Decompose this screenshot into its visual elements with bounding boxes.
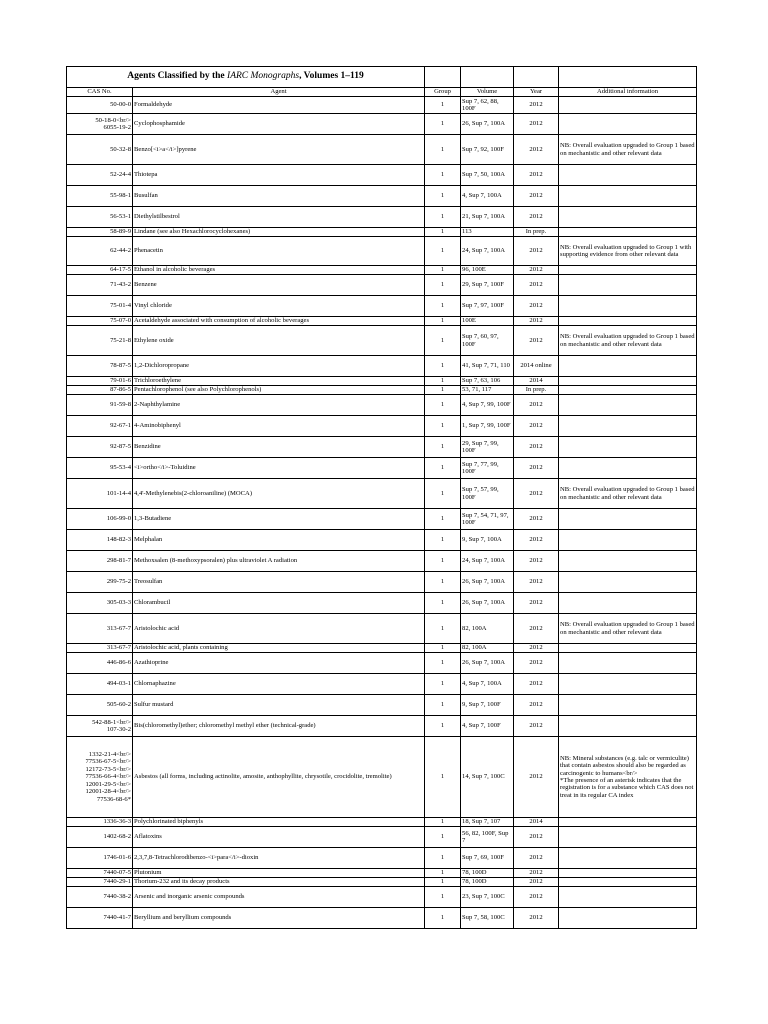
agent-cell: Pentachlorophenol (see also Polychlorophenols): [133, 386, 425, 395]
table-row: [67, 296, 697, 317]
volume-cell: 9, Sup 7, 100F: [461, 695, 514, 716]
group-cell: 1: [425, 437, 461, 458]
year-cell: 2012: [514, 186, 559, 207]
agents-table: [66, 66, 697, 929]
table-row: [67, 135, 697, 165]
cas-cell: 91-59-8: [67, 395, 133, 416]
volume-cell: 82, 100A: [461, 614, 514, 644]
cas-cell: 7440-29-1: [67, 878, 133, 887]
agent-cell: Melphalan: [133, 530, 425, 551]
group-cell: 1: [425, 317, 461, 326]
agent-cell: Aflatoxins: [133, 827, 425, 848]
document-page: [66, 66, 696, 929]
volume-cell: Sup 7, 54, 71, 97, 100F: [461, 509, 514, 530]
agent-cell: Bis(chloromethyl)ether; chloromethyl methyl ether (technical-grade): [133, 716, 425, 737]
volume-cell: 23, Sup 7, 100C: [461, 887, 514, 908]
group-cell: 1: [425, 614, 461, 644]
group-cell: 1: [425, 818, 461, 827]
cas-cell: 148-82-3: [67, 530, 133, 551]
year-cell: 2012: [514, 458, 559, 479]
cas-cell: 7440-41-7: [67, 908, 133, 929]
volume-cell: 82, 100A: [461, 644, 514, 653]
group-cell: 1: [425, 827, 461, 848]
info-cell: [559, 228, 697, 237]
year-cell: 2012: [514, 674, 559, 695]
table-row: [67, 416, 697, 437]
cas-cell: 92-67-1: [67, 416, 133, 437]
info-cell: [559, 695, 697, 716]
title-blank-cell: [461, 67, 514, 88]
group-cell: 1: [425, 716, 461, 737]
agent-cell: Cyclophosphamide: [133, 114, 425, 135]
agent-cell: 2-Naphthylamine: [133, 395, 425, 416]
table-row: [67, 695, 697, 716]
title-blank-cell: [514, 67, 559, 88]
volume-cell: 24, Sup 7, 100A: [461, 551, 514, 572]
volume-cell: 26, Sup 7, 100A: [461, 653, 514, 674]
info-cell: [559, 165, 697, 186]
cas-cell: 299-75-2: [67, 572, 133, 593]
volume-cell: 29, Sup 7, 100F: [461, 275, 514, 296]
volume-cell: 26, Sup 7, 100A: [461, 572, 514, 593]
cas-cell: 71-43-2: [67, 275, 133, 296]
year-cell: 2012: [514, 572, 559, 593]
cas-cell: 95-53-4: [67, 458, 133, 479]
table-row: [67, 644, 697, 653]
group-cell: 1: [425, 186, 461, 207]
info-cell: [559, 593, 697, 614]
title-blank-cell: [425, 67, 461, 88]
table-row: [67, 716, 697, 737]
agent-cell: Polychlorinated biphenyls: [133, 818, 425, 827]
group-cell: 1: [425, 530, 461, 551]
year-cell: 2012: [514, 737, 559, 818]
table-row: [67, 186, 697, 207]
volume-cell: 29, Sup 7, 99, 100F: [461, 437, 514, 458]
group-cell: 1: [425, 416, 461, 437]
agent-cell: Diethylstilbestrol: [133, 207, 425, 228]
group-cell: 1: [425, 97, 461, 114]
table-row: [67, 458, 697, 479]
agent-cell: Chlornaphazine: [133, 674, 425, 695]
info-cell: [559, 395, 697, 416]
cas-cell: 50-00-0: [67, 97, 133, 114]
info-cell: [559, 716, 697, 737]
group-cell: 1: [425, 887, 461, 908]
agent-cell: Chlorambucil: [133, 593, 425, 614]
cas-cell: 298-81-7: [67, 551, 133, 572]
table-row: [67, 674, 697, 695]
group-cell: 1: [425, 509, 461, 530]
year-cell: 2012: [514, 593, 559, 614]
table-row: [67, 386, 697, 395]
volume-cell: 53, 71, 117: [461, 386, 514, 395]
cas-cell: 56-53-1: [67, 207, 133, 228]
year-cell: 2014 online: [514, 356, 559, 377]
year-cell: 2012: [514, 416, 559, 437]
year-cell: 2012: [514, 614, 559, 644]
cas-cell: 305-03-3: [67, 593, 133, 614]
table-row: [67, 887, 697, 908]
agent-cell: Plutonium: [133, 869, 425, 878]
year-cell: 2012: [514, 317, 559, 326]
year-cell: 2012: [514, 653, 559, 674]
info-cell: [559, 827, 697, 848]
info-cell: [559, 296, 697, 317]
title-suffix: , Volumes 1–119: [299, 71, 364, 82]
year-cell: 2012: [514, 827, 559, 848]
agent-cell: Thorium-232 and its decay products: [133, 878, 425, 887]
info-cell: [559, 551, 697, 572]
cas-cell: 50-32-8: [67, 135, 133, 165]
volume-cell: 18, Sup 7, 107: [461, 818, 514, 827]
year-cell: 2014: [514, 377, 559, 386]
cas-cell: 75-01-4: [67, 296, 133, 317]
info-cell: [559, 509, 697, 530]
table-row: [67, 572, 697, 593]
table-row: [67, 530, 697, 551]
table-row: [67, 818, 697, 827]
header-volume: Volume: [461, 88, 514, 97]
group-cell: 1: [425, 737, 461, 818]
group-cell: 1: [425, 395, 461, 416]
year-cell: 2012: [514, 97, 559, 114]
year-cell: 2012: [514, 644, 559, 653]
group-cell: 1: [425, 644, 461, 653]
agent-cell: Treosulfan: [133, 572, 425, 593]
year-cell: 2012: [514, 395, 559, 416]
table-title: [67, 67, 425, 88]
year-cell: 2012: [514, 266, 559, 275]
cas-cell: 92-87-5: [67, 437, 133, 458]
volume-cell: 96, 100E: [461, 266, 514, 275]
year-cell: 2012: [514, 296, 559, 317]
year-cell: 2012: [514, 135, 559, 165]
volume-cell: 4, Sup 7, 100F: [461, 716, 514, 737]
group-cell: 1: [425, 377, 461, 386]
group-cell: 1: [425, 551, 461, 572]
table-row: [67, 593, 697, 614]
info-cell: [559, 908, 697, 929]
agent-cell: Methoxsalen (8-methoxypsoralen) plus ultraviolet A radiation: [133, 551, 425, 572]
group-cell: 1: [425, 479, 461, 509]
cas-cell: 62-44-2: [67, 237, 133, 266]
cas-cell: 7440-07-5: [67, 869, 133, 878]
header-cas: CAS No.: [67, 88, 133, 97]
volume-cell: Sup 7, 62, 88, 100F: [461, 97, 514, 114]
info-cell: [559, 317, 697, 326]
table-row: [67, 878, 697, 887]
table-row: [67, 737, 697, 818]
year-cell: 2012: [514, 275, 559, 296]
table-row: [67, 207, 697, 228]
agent-cell: Thiotepa: [133, 165, 425, 186]
info-cell: [559, 458, 697, 479]
year-cell: 2014: [514, 818, 559, 827]
agent-cell: Benzidine: [133, 437, 425, 458]
agent-cell: 4-Aminobiphenyl: [133, 416, 425, 437]
info-cell: [559, 437, 697, 458]
info-cell: [559, 572, 697, 593]
volume-cell: 113: [461, 228, 514, 237]
cas-cell: 64-17-5: [67, 266, 133, 275]
header-group: Group: [425, 88, 461, 97]
cas-cell: 79-01-6: [67, 377, 133, 386]
year-cell: 2012: [514, 716, 559, 737]
agent-cell: Vinyl chloride: [133, 296, 425, 317]
table-row: [67, 326, 697, 356]
group-cell: 1: [425, 653, 461, 674]
group-cell: 1: [425, 326, 461, 356]
table-row: [67, 395, 697, 416]
volume-cell: Sup 7, 69, 100F: [461, 848, 514, 869]
year-cell: 2012: [514, 509, 559, 530]
cas-cell: 1746-01-6: [67, 848, 133, 869]
year-cell: 2012: [514, 887, 559, 908]
table-row: [67, 97, 697, 114]
cas-cell: 494-03-1: [67, 674, 133, 695]
table-row: [67, 479, 697, 509]
volume-cell: 78, 100D: [461, 878, 514, 887]
agent-cell: Beryllium and beryllium compounds: [133, 908, 425, 929]
title-blank-cell: [559, 67, 697, 88]
cas-cell: 1402-68-2: [67, 827, 133, 848]
cas-cell: 7440-38-2: [67, 887, 133, 908]
volume-cell: 9, Sup 7, 100A: [461, 530, 514, 551]
table-row: [67, 377, 697, 386]
table-row: [67, 437, 697, 458]
info-cell: NB: Mineral substances (e.g. talc or vermiculite) that contain asbestos should also be regarded as carcinogenic to humans<br/> *The presence of an asterisk indicates that the registration is for a substance which CAS does not treat in its regular CA index: [559, 737, 697, 818]
volume-cell: 21, Sup 7, 100A: [461, 207, 514, 228]
title-prefix: Agents Classified by the: [127, 71, 228, 82]
agent-cell: Benzene: [133, 275, 425, 296]
agent-cell: Ethylene oxide: [133, 326, 425, 356]
table-row: [67, 275, 697, 296]
year-cell: 2012: [514, 479, 559, 509]
agent-cell: Phenacetin: [133, 237, 425, 266]
group-cell: 1: [425, 593, 461, 614]
header-row: [67, 88, 697, 97]
volume-cell: Sup 7, 50, 100A: [461, 165, 514, 186]
volume-cell: Sup 7, 97, 100F: [461, 296, 514, 317]
agent-cell: Azathioprine: [133, 653, 425, 674]
year-cell: 2012: [514, 848, 559, 869]
volume-cell: 14, Sup 7, 100C: [461, 737, 514, 818]
volume-cell: 100E: [461, 317, 514, 326]
volume-cell: 4, Sup 7, 100A: [461, 186, 514, 207]
year-cell: 2012: [514, 207, 559, 228]
table-row: [67, 266, 697, 275]
info-cell: NB: Overall evaluation upgraded to Group 1 based on mechanistic and other relevant data: [559, 135, 697, 165]
group-cell: 1: [425, 275, 461, 296]
info-cell: [559, 674, 697, 695]
agent-cell: 1,3-Butadiene: [133, 509, 425, 530]
group-cell: 1: [425, 266, 461, 275]
agent-cell: 2,3,7,8-Tetrachlorodibenzo-<i>para</i>-dioxin: [133, 848, 425, 869]
cas-cell: 75-21-8: [67, 326, 133, 356]
info-cell: NB: Overall evaluation upgraded to Group 1 based on mechanistic and other relevant data: [559, 614, 697, 644]
cas-cell: 101-14-4: [67, 479, 133, 509]
year-cell: 2012: [514, 695, 559, 716]
info-cell: [559, 356, 697, 377]
agent-cell: Ethanol in alcoholic beverages: [133, 266, 425, 275]
info-cell: [559, 207, 697, 228]
table-row: [67, 653, 697, 674]
cas-cell: 1336-36-3: [67, 818, 133, 827]
year-cell: 2012: [514, 551, 559, 572]
agent-cell: Arsenic and inorganic arsenic compounds: [133, 887, 425, 908]
agent-cell: Asbestos (all forms, including actinolite, amosite, anthophyllite, chrysotile, crocidolite, tremolite): [133, 737, 425, 818]
cas-cell: 505-60-2: [67, 695, 133, 716]
agent-cell: Aristolochic acid: [133, 614, 425, 644]
volume-cell: Sup 7, 63, 106: [461, 377, 514, 386]
info-cell: [559, 848, 697, 869]
header-year: Year: [514, 88, 559, 97]
group-cell: 1: [425, 878, 461, 887]
group-cell: 1: [425, 695, 461, 716]
agent-cell: Formaldehyde: [133, 97, 425, 114]
cas-cell: 542-88-1<br/> 107-30-2: [67, 716, 133, 737]
info-cell: [559, 377, 697, 386]
info-cell: [559, 114, 697, 135]
cas-cell: 78-87-5: [67, 356, 133, 377]
cas-cell: 106-99-0: [67, 509, 133, 530]
group-cell: 1: [425, 908, 461, 929]
table-row: [67, 509, 697, 530]
volume-cell: 26, Sup 7, 100A: [461, 593, 514, 614]
info-cell: [559, 186, 697, 207]
agent-cell: Aristolochic acid, plants containing: [133, 644, 425, 653]
cas-cell: 55-98-1: [67, 186, 133, 207]
year-cell: 2012: [514, 869, 559, 878]
volume-cell: 78, 100D: [461, 869, 514, 878]
volume-cell: 1, Sup 7, 99, 100F: [461, 416, 514, 437]
cas-cell: 58-89-9: [67, 228, 133, 237]
agent-cell: 1,2-Dichloropropane: [133, 356, 425, 377]
table-row: [67, 114, 697, 135]
year-cell: 2012: [514, 908, 559, 929]
group-cell: 1: [425, 848, 461, 869]
info-cell: [559, 275, 697, 296]
agent-cell: Busulfan: [133, 186, 425, 207]
year-cell: 2012: [514, 878, 559, 887]
cas-cell: 313-67-7: [67, 644, 133, 653]
header-info: Additional information: [559, 88, 697, 97]
info-cell: [559, 878, 697, 887]
volume-cell: 26, Sup 7, 100A: [461, 114, 514, 135]
group-cell: 1: [425, 165, 461, 186]
year-cell: 2012: [514, 165, 559, 186]
volume-cell: 56, 82, 100F, Sup 7: [461, 827, 514, 848]
year-cell: In prep.: [514, 228, 559, 237]
table-row: [67, 551, 697, 572]
volume-cell: Sup 7, 77, 99, 100F: [461, 458, 514, 479]
title-row: [67, 67, 697, 88]
info-cell: [559, 818, 697, 827]
table-row: [67, 317, 697, 326]
table-row: [67, 848, 697, 869]
table-row: [67, 165, 697, 186]
info-cell: NB: Overall evaluation upgraded to Group 1 based on mechanistic and other relevant data: [559, 479, 697, 509]
table-row: [67, 869, 697, 878]
group-cell: 1: [425, 135, 461, 165]
info-cell: [559, 653, 697, 674]
info-cell: NB: Overall evaluation upgraded to Group 1 with supporting evidence from other relevant data: [559, 237, 697, 266]
volume-cell: 4, Sup 7, 100A: [461, 674, 514, 695]
agent-cell: 4,4'-Methylenebis(2-chloroaniline) (MOCA): [133, 479, 425, 509]
group-cell: 1: [425, 869, 461, 878]
group-cell: 1: [425, 207, 461, 228]
agent-cell: <i>ortho</i>-Toluidine: [133, 458, 425, 479]
cas-cell: 1332-21-4<br/> 77536-67-5<br/> 12172-73-5<br/> 77536-66-4<br/> 12001-29-5<br/> 12001-28-4<br/> 77536-68-6*: [67, 737, 133, 818]
info-cell: NB: Overall evaluation upgraded to Group 1 based on mechanistic and other relevant data: [559, 326, 697, 356]
cas-cell: 52-24-4: [67, 165, 133, 186]
title-italic: IARC Monographs: [227, 71, 300, 82]
year-cell: 2012: [514, 114, 559, 135]
year-cell: In prep.: [514, 386, 559, 395]
group-cell: 1: [425, 356, 461, 377]
table-row: [67, 614, 697, 644]
info-cell: [559, 416, 697, 437]
table-body: [67, 97, 697, 929]
table-row: [67, 228, 697, 237]
table-row: [67, 827, 697, 848]
group-cell: 1: [425, 674, 461, 695]
info-cell: [559, 869, 697, 878]
volume-cell: Sup 7, 58, 100C: [461, 908, 514, 929]
agent-cell: Trichloroethylene: [133, 377, 425, 386]
table-row: [67, 237, 697, 266]
header-agent: Agent: [133, 88, 425, 97]
cas-cell: 75-07-0: [67, 317, 133, 326]
volume-cell: 24, Sup 7, 100A: [461, 237, 514, 266]
info-cell: [559, 97, 697, 114]
group-cell: 1: [425, 114, 461, 135]
year-cell: 2012: [514, 326, 559, 356]
cas-cell: 50-18-0<br/> 6055-19-2: [67, 114, 133, 135]
agent-cell: Acetaldehyde associated with consumption of alcoholic beverages: [133, 317, 425, 326]
cas-cell: 87-86-5: [67, 386, 133, 395]
year-cell: 2012: [514, 530, 559, 551]
group-cell: 1: [425, 296, 461, 317]
cas-cell: 446-86-6: [67, 653, 133, 674]
info-cell: [559, 530, 697, 551]
agent-cell: Benzo[<i>a</i>]pyrene: [133, 135, 425, 165]
volume-cell: Sup 7, 60, 97, 100F: [461, 326, 514, 356]
group-cell: 1: [425, 228, 461, 237]
volume-cell: Sup 7, 92, 100F: [461, 135, 514, 165]
info-cell: [559, 887, 697, 908]
year-cell: 2012: [514, 237, 559, 266]
table-row: [67, 908, 697, 929]
group-cell: 1: [425, 237, 461, 266]
group-cell: 1: [425, 386, 461, 395]
volume-cell: Sup 7, 57, 99, 100F: [461, 479, 514, 509]
info-cell: [559, 386, 697, 395]
group-cell: 1: [425, 572, 461, 593]
table-row: [67, 356, 697, 377]
agent-cell: Sulfur mustard: [133, 695, 425, 716]
volume-cell: 41, Sup 7, 71, 110: [461, 356, 514, 377]
agent-cell: Lindane (see also Hexachlorocyclohexanes): [133, 228, 425, 237]
year-cell: 2012: [514, 437, 559, 458]
cas-cell: 313-67-7: [67, 614, 133, 644]
group-cell: 1: [425, 458, 461, 479]
info-cell: [559, 266, 697, 275]
volume-cell: 4, Sup 7, 99, 100F: [461, 395, 514, 416]
info-cell: [559, 644, 697, 653]
